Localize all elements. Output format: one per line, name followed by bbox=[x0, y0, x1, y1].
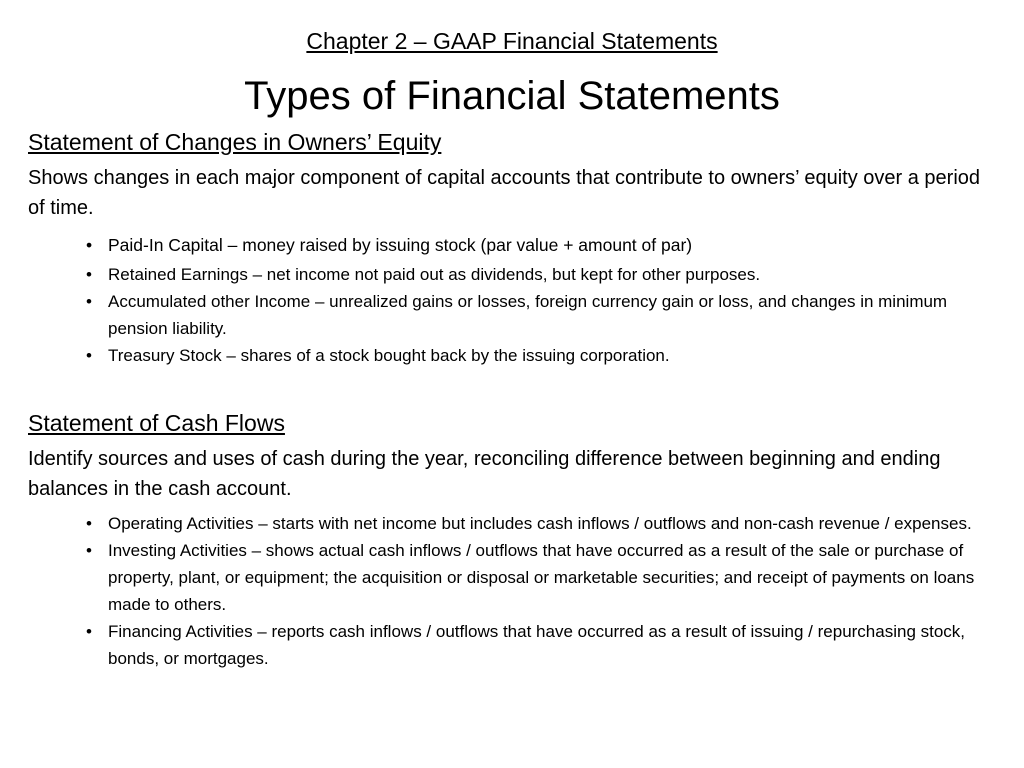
list-item-text: Operating Activities – starts with net income but includes cash inflows / outflows and non-cash revenue / expenses. bbox=[108, 514, 972, 533]
list-item bbox=[28, 537, 998, 618]
section-owners-equity bbox=[28, 127, 998, 369]
chapter-title: Chapter 2 – GAAP Financial Statements bbox=[306, 28, 718, 54]
bullet-list bbox=[28, 510, 998, 672]
bullet-icon: • bbox=[86, 622, 92, 641]
bullet-icon: • bbox=[86, 292, 92, 311]
list-item-text: Investing Activities – shows actual cash inflows / outflows that have occurred as a result of the sale or purchase of property, plant, or equipment; the acquisition or disposal or marketable securities; and receipt of payments on loans made to others. bbox=[108, 541, 975, 614]
list-item-text: Treasury Stock – shares of a stock bought back by the issuing corporation. bbox=[108, 346, 670, 365]
section-description: Identify sources and uses of cash during the year, reconciling difference between beginning and ending balances in the cash account. bbox=[28, 448, 941, 500]
bullet-icon: • bbox=[86, 514, 92, 533]
bullet-list bbox=[28, 229, 998, 369]
bullet-icon: • bbox=[86, 265, 92, 284]
list-item bbox=[28, 261, 998, 288]
bullet-icon: • bbox=[86, 541, 92, 560]
slide-title: Types of Financial Statements bbox=[244, 74, 780, 118]
list-item bbox=[28, 229, 998, 261]
list-item-text: Paid-In Capital – money raised by issuing stock (par value + amount of par) bbox=[108, 235, 693, 255]
list-item bbox=[28, 618, 998, 672]
list-item bbox=[28, 342, 998, 369]
bullet-icon: • bbox=[86, 346, 92, 365]
section-heading: Statement of Changes in Owners’ Equity bbox=[28, 129, 442, 155]
list-item-text: Retained Earnings – net income not paid out as dividends, but kept for other purposes. bbox=[108, 265, 761, 284]
list-item-text: Financing Activities – reports cash inflows / outflows that have occurred as a result of issuing / repurchasing stock, bonds, or mortgages. bbox=[108, 622, 966, 668]
bullet-icon: • bbox=[86, 235, 93, 255]
section-cash-flows bbox=[28, 408, 998, 672]
list-item-text: Accumulated other Income – unrealized gains or losses, foreign currency gain or loss, and changes in minimum pension liability. bbox=[108, 292, 948, 338]
section-heading: Statement of Cash Flows bbox=[28, 410, 285, 436]
list-item bbox=[28, 510, 998, 537]
list-item bbox=[28, 288, 998, 342]
section-description: Shows changes in each major component of capital accounts that contribute to owners’ equity over a period of time. bbox=[28, 167, 981, 219]
